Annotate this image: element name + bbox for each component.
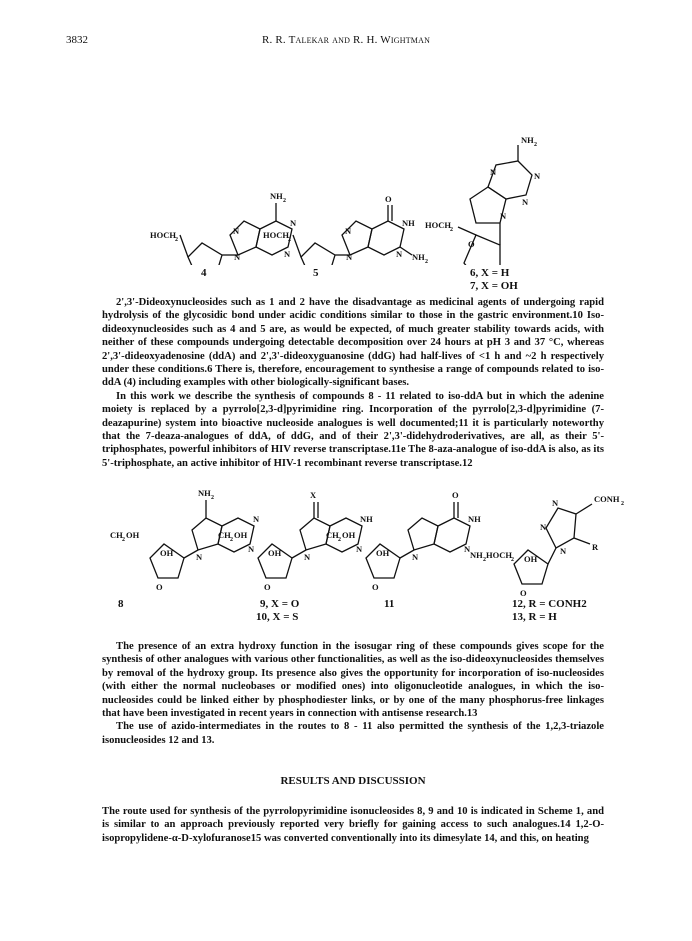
svg-text:O: O <box>264 582 271 592</box>
svg-text:NH: NH <box>360 514 373 524</box>
svg-text:CH: CH <box>218 530 231 540</box>
svg-text:OH: OH <box>524 554 538 564</box>
svg-text:N: N <box>346 252 353 262</box>
label-compound-10: 10, X = S <box>256 611 299 623</box>
body-paragraph-3 <box>102 805 604 845</box>
label-compound-6: 6, X = H <box>470 267 510 279</box>
mid-compound-labels <box>0 598 692 628</box>
svg-text:2: 2 <box>534 142 537 148</box>
structures-top <box>0 95 692 265</box>
paragraph-route: The route used for synthesis of the pyrrolopyrimidine isonucleosides 8, 9 and 10 is indicated in Scheme 1, and is similar to an approach previously reported very briefly for gaining access to such analogues.14 1,2-O-isopropylidene-α-D-xylofuranose15 was converted conventionally into its dimesylate 14, and this, on heating <box>102 806 604 844</box>
label-compound-7: 7, X = OH <box>470 280 518 292</box>
svg-text:2: 2 <box>338 537 341 543</box>
svg-text:N: N <box>522 197 529 207</box>
svg-text:2: 2 <box>621 501 624 507</box>
c5-sugar-ring <box>301 243 335 265</box>
svg-text:O: O <box>372 582 379 592</box>
c4-sugar-ring <box>188 243 222 265</box>
label-compound-13: 13, R = H <box>512 611 557 623</box>
svg-text:N: N <box>304 552 311 562</box>
svg-text:N: N <box>253 514 260 524</box>
svg-text:N: N <box>290 218 297 228</box>
svg-text:HOCH: HOCH <box>425 220 451 230</box>
svg-text:2: 2 <box>450 227 453 233</box>
paragraph-iso-dideoxy: 2',3'-Dideoxynucleosides such as 1 and 2 have the disadvantage as medicinal agents of undergoing rapid hydrolysis of the glycosidic bond under acidic conditions similar to those in the gastric environment.10 Iso-dideoxynucleosides such as 4 and 5 are, as would be expected, of much greater stability towards acids, with neither of these compounds undergoing detectable decomposition over 24 hours at pH 3 and 37 °C, whereas 2',3'-dideoxyadenosine (ddA) and 2',3'-dideoxyguanosine (ddG) had half-lives of <1 h and ~2 h respectively under these conditions.6 There is, therefore, encouragement to synthesise a range of compounds related to iso-ddA (4) including examples with other biologically-significant bases. <box>102 297 604 389</box>
svg-text:NH: NH <box>470 550 483 560</box>
svg-text:HOCH: HOCH <box>150 230 176 240</box>
paragraph-this-work: In this work we describe the synthesis of compounds 8 - 11 related to iso-ddA but in which the adenine moiety is replaced by a pyrrolo[2,3-d]pyrimidine ring. Incorporation of the pyrrolo[2,3-d]pyrimidine (7-deazapurine) system into bioactive nucleoside analogues is well documented;11 it is particularly noteworthy that the 7-deaza-analogues of ddA, of ddG, and of their 2',3'-didehydroderivatives, are all, as their 5'-triphosphates, powerful inhibitors of HIV reverse transcriptase.11e The 8-aza-analogue of iso-ddA is also, as its 5'-triphosphate, an active inhibitor of HIV-1 recombinant reverse transcriptase.12 <box>102 390 604 469</box>
svg-text:2: 2 <box>211 495 214 501</box>
svg-text:NH: NH <box>412 252 425 262</box>
c11-pyrrole <box>408 518 438 550</box>
svg-text:2: 2 <box>511 557 514 563</box>
svg-text:N: N <box>248 544 255 554</box>
svg-text:NH: NH <box>468 514 481 524</box>
svg-text:2: 2 <box>283 198 286 204</box>
body-paragraphs-1 <box>102 296 604 470</box>
svg-text:OH: OH <box>342 530 356 540</box>
svg-text:O: O <box>385 194 392 204</box>
svg-text:N: N <box>534 171 541 181</box>
svg-text:CONH: CONH <box>594 494 620 504</box>
label-compound-4: 4 <box>201 267 207 279</box>
svg-text:NH: NH <box>198 488 211 498</box>
body-paragraphs-2 <box>102 640 604 747</box>
svg-text:N: N <box>345 226 352 236</box>
svg-text:2: 2 <box>483 557 486 563</box>
svg-text:OH: OH <box>376 548 390 558</box>
svg-text:O: O <box>156 582 163 592</box>
svg-text:N: N <box>540 522 547 532</box>
svg-text:R: R <box>592 542 599 552</box>
label-compound-12: 12, R = CONH2 <box>512 598 587 610</box>
svg-text:N: N <box>396 249 403 259</box>
svg-text:OH: OH <box>160 548 174 558</box>
svg-text:N: N <box>490 167 497 177</box>
page-header <box>66 34 626 50</box>
svg-text:NH: NH <box>402 218 415 228</box>
paragraph-extra-hydroxy: The presence of an extra hydroxy function in the isosugar ring of these compounds gives scope for the synthesis of other analogues with various other functionalities, as well as the iso-dideoxynucleosides themselves by removal of the hydroxy group. Its presence also gives the opportunity for incorporation of iso-nucleosides (with either the normal nucleobases or modified ones) into oligonucleotide analogues, in which the iso-nucleosides could be linked either by phosphodiester links, or by one of the many phosphorus-free linkages that have been investigated in recent years in connection with antisense research.13 <box>102 641 604 720</box>
svg-text:N: N <box>284 249 291 259</box>
label-compound-8: 8 <box>118 598 124 610</box>
svg-text:X: X <box>310 490 317 500</box>
svg-text:N: N <box>560 546 567 556</box>
svg-text:O: O <box>452 490 459 500</box>
svg-text:2: 2 <box>175 237 178 243</box>
svg-text:2: 2 <box>425 259 428 265</box>
svg-text:2: 2 <box>288 237 291 243</box>
svg-text:N: N <box>233 226 240 236</box>
svg-text:OH: OH <box>268 548 282 558</box>
svg-text:O: O <box>520 588 527 598</box>
label-compound-9: 9, X = O <box>260 598 300 610</box>
svg-text:CH: CH <box>110 530 123 540</box>
svg-text:N: N <box>356 544 363 554</box>
svg-text:2: 2 <box>230 537 233 543</box>
svg-text:HOCH: HOCH <box>263 230 289 240</box>
svg-text:CH: CH <box>326 530 339 540</box>
svg-text:N: N <box>500 211 507 221</box>
label-compound-5: 5 <box>313 267 319 279</box>
svg-text:N: N <box>234 252 241 262</box>
svg-text:N: N <box>196 552 203 562</box>
svg-text:OH: OH <box>234 530 248 540</box>
svg-text:N: N <box>552 498 559 508</box>
page-number: 3832 <box>66 34 88 46</box>
svg-text:NH: NH <box>521 135 534 145</box>
svg-text:HOCH: HOCH <box>486 550 512 560</box>
svg-text:2: 2 <box>122 537 125 543</box>
svg-text:N: N <box>464 544 471 554</box>
running-title: R. R. Talekar and R. H. Wightman <box>261 34 431 46</box>
structures-mid <box>0 478 692 618</box>
svg-text:OH: OH <box>126 530 140 540</box>
svg-text:NH: NH <box>270 191 283 201</box>
svg-text:O: O <box>468 239 475 249</box>
svg-text:N: N <box>412 552 419 562</box>
section-heading: RESULTS AND DISCUSSION <box>280 775 426 787</box>
paragraph-azido: The use of azido-intermediates in the routes to 8 - 11 also permitted the synthesis of the 1,2,3-triazole isonucleosides 12 and 13. <box>102 721 604 746</box>
label-compound-11: 11 <box>384 598 395 610</box>
c1213-triazole <box>546 508 576 548</box>
